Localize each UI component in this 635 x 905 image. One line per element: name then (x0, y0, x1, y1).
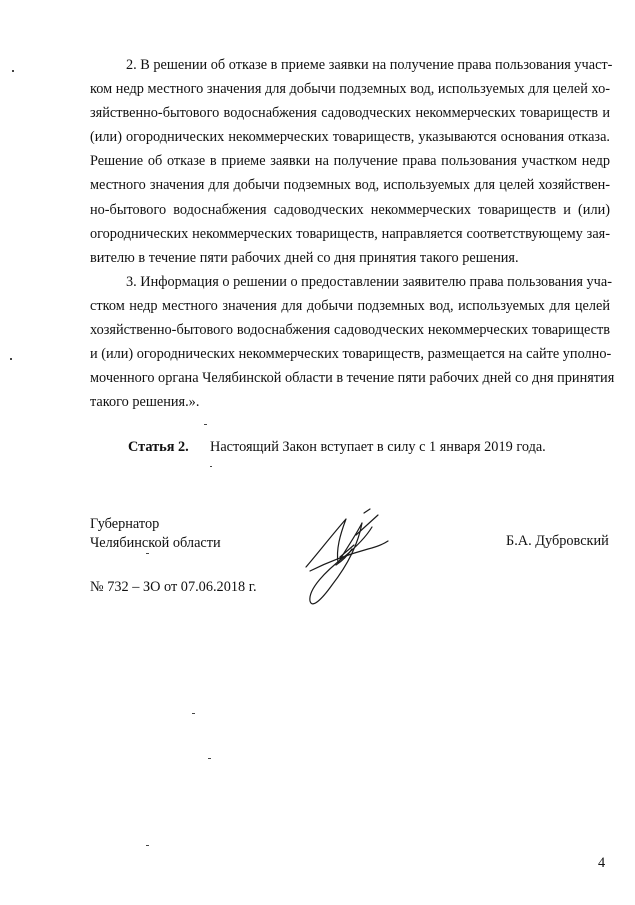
document-number: № 732 – ЗО от 07.06.2018 г. (90, 579, 257, 595)
paragraph-line: зяйственно-бытового водоснабжения садоводческих некоммерческих товариществ и (90, 105, 610, 122)
paragraph-line: 2. В решении об отказе в приеме заявки на получение права пользования участ- (126, 57, 613, 73)
handwritten-signature (296, 505, 406, 615)
paragraph-line: местного значения для добычи подземных вод, используемых для целей хозяйствен- (90, 177, 610, 194)
signatory-title-line1: Губернатор (90, 516, 160, 532)
paragraph-line: стком недр местного значения для добычи подземных вод, используемых для целей (90, 298, 610, 315)
paragraph-line: но-бытового водоснабжения садоводческих некоммерческих товариществ и (или) (90, 201, 610, 218)
scan-speck (210, 466, 212, 467)
paragraph-line: 3. Информация о решении о предоставлении заявителю права пользования уча- (126, 274, 612, 290)
paragraph-line: (или) огороднических некоммерческих товариществ, указываются основания отказа. (90, 129, 610, 146)
paragraph-line: ком недр местного значения для добычи подземных вод, используемых для целей хо- (90, 81, 610, 98)
article-2 (128, 439, 546, 456)
page-number: 4 (598, 855, 606, 871)
scan-speck (192, 713, 195, 714)
scan-speck (146, 845, 149, 846)
paragraph-line: такого решения.». (90, 394, 200, 411)
paragraph-line: вителю в течение пяти рабочих дней со дня принятия такого решения. (90, 249, 519, 266)
article-text: Настоящий Закон вступает в силу с 1 января 2019 года. (210, 439, 546, 455)
article-label: Статья 2. (128, 439, 189, 455)
paragraph-3 (90, 270, 615, 415)
paragraph-line: и (или) огороднических некоммерческих товариществ, размещается на сайте уполно- (90, 346, 612, 363)
scan-speck (10, 358, 12, 360)
scan-speck (204, 424, 207, 425)
paragraph-line: огороднических некоммерческих товариществ, направляется соответствующему зая- (90, 225, 610, 242)
signatory-title (90, 515, 221, 553)
paragraph-line: моченного органа Челябинской области в течение пяти рабочих дней со дня принятия (90, 370, 615, 387)
scan-speck (146, 553, 149, 554)
signatory-title-line2: Челябинской области (90, 535, 221, 551)
scan-speck (208, 758, 211, 759)
paragraph-2 (90, 53, 613, 270)
paragraph-line: хозяйственно-бытового водоснабжения садоводческих некоммерческих товариществ (90, 322, 610, 339)
paragraph-line: Решение об отказе в приеме заявки на получение права пользования участком недр (90, 153, 610, 170)
signatory-name: Б.А. Дубровский (506, 533, 609, 549)
scan-speck (12, 70, 14, 72)
